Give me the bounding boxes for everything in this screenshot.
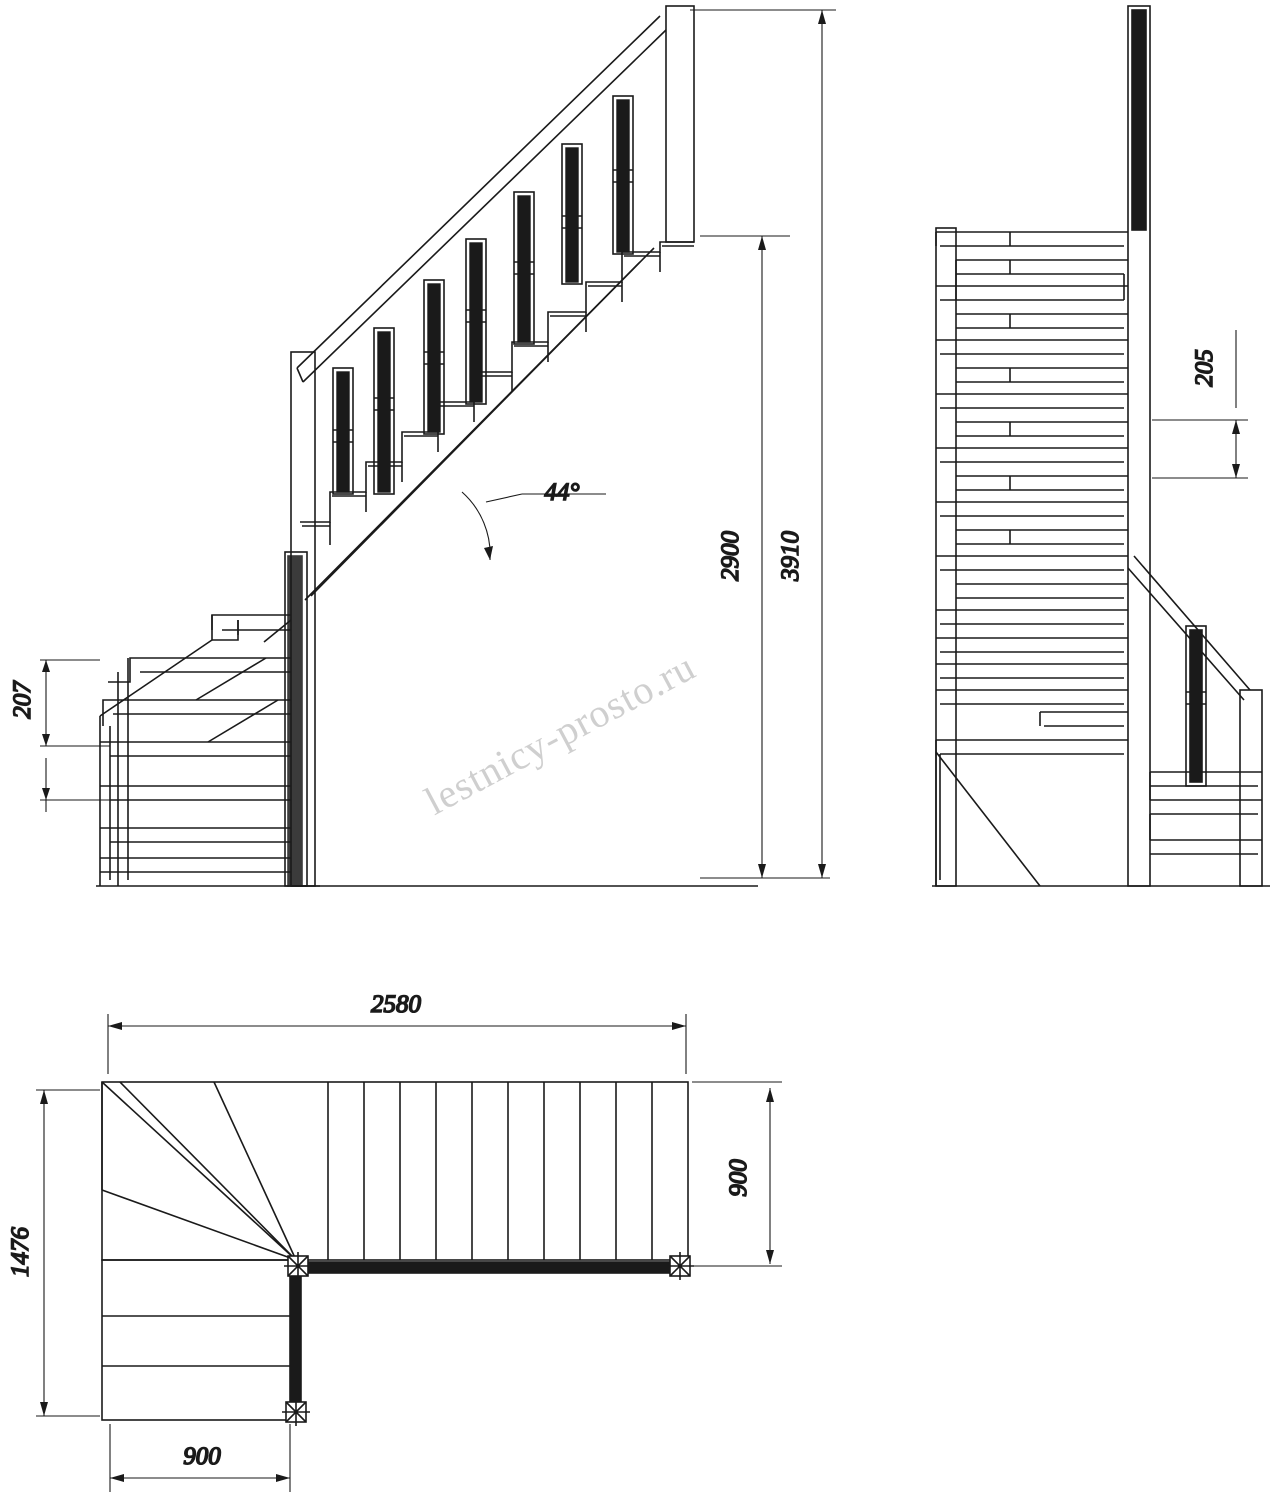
plan-handrail-return [290,1270,301,1418]
baluster [617,100,629,252]
winder-steps [100,615,291,886]
plan-flight-outline [102,1082,688,1260]
baluster [566,148,578,282]
plan-handrail [300,1262,680,1273]
dimension-1476 [36,1090,100,1416]
plan-view [7,991,782,1492]
dimension-label-landing-width: 900 [183,1443,221,1470]
dimension-label-riser-lower: 207 [9,681,36,719]
baluster [337,372,349,492]
dimension-label-floor-height: 2900 [717,531,744,581]
dimension-label-flight-width: 900 [725,1159,752,1197]
baluster [518,196,530,342]
newel-post-upper [666,6,694,242]
baluster [428,284,440,432]
winder-post [288,556,302,886]
dimension-label-angle: 44° [544,479,580,506]
dimension-label-riser-upper: 205 [1191,349,1218,387]
watermark-text: lestnicy-prosto.ru [417,643,703,824]
dimension-angle [462,492,606,560]
front-post-left [936,228,956,886]
plan-post-markers [282,1252,694,1426]
front-elevation-view [932,6,1270,886]
dimension-label-overall-depth: 1476 [7,1227,34,1277]
dimension-3910 [690,10,836,878]
side-elevation-view [9,6,836,886]
dimension-2580 [108,1014,686,1074]
dimension-label-overall-length: 2580 [371,991,421,1018]
front-treads [936,232,1128,754]
baluster [378,332,390,492]
dimension-label-total-height: 3910 [777,531,804,581]
front-post-bottom-right [1240,690,1262,886]
